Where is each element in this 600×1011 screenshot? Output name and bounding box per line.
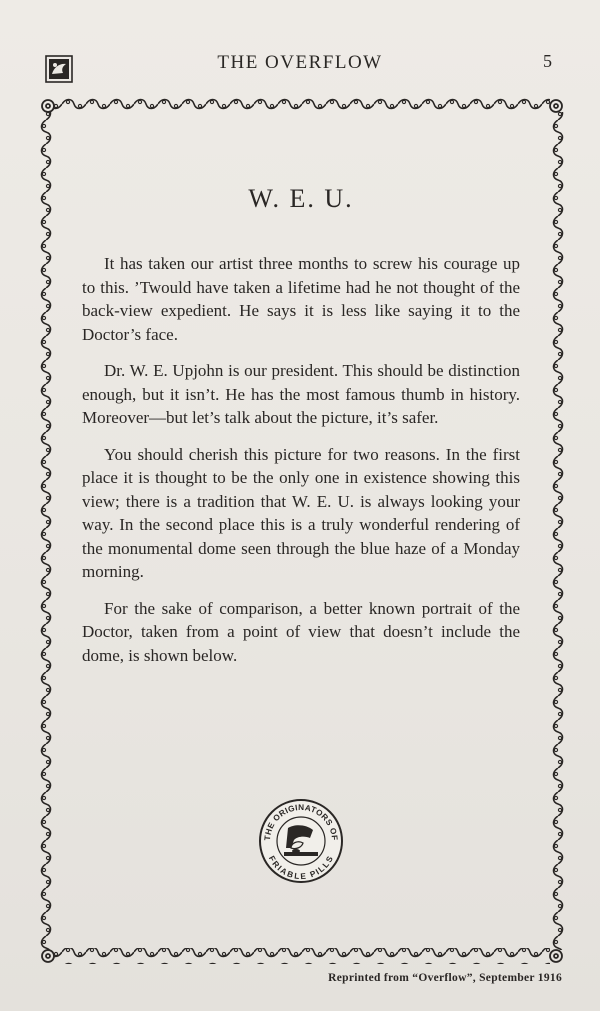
seal-text-bottom: FRIABLE PILLS bbox=[266, 854, 336, 882]
page-number: 5 bbox=[543, 51, 552, 71]
reprint-note: Reprinted from “Overflow”, September 1916 bbox=[328, 972, 562, 984]
article-title: W. E. U. bbox=[248, 184, 354, 213]
seal-text-top: THE ORIGINATORS OF bbox=[262, 802, 340, 841]
paragraph-4: For the sake of comparison, a better known portrait of the Doctor, taken from a point of view that doesn’t include the dome, is shown below. bbox=[82, 598, 520, 665]
originators-seal bbox=[258, 798, 344, 884]
paragraph-2: Dr. W. E. Upjohn is our president. This should be distinction enough, but it isn’t. He has the most famous thumb in history. Moreover—but let’s talk about the picture, it’s safer. bbox=[82, 361, 520, 427]
running-title: THE OVERFLOW bbox=[217, 52, 383, 73]
article bbox=[82, 184, 520, 680]
paragraph-3: You should cherish this picture for two reasons. In the first place it is thought to be the only one in existence showing this view; there is a tradition that W. E. U. is always looking your way. In the second place this is a truly wonderful rendering of the monumental dome seen through the blue haze of a Monday morning. bbox=[82, 444, 520, 581]
paragraph-1: It has taken our artist three months to screw his courage up to this. ’Twould have taken a lifetime had he not thought of the back-view expedient. He says it is less like saying it to the Doctor’s face. bbox=[82, 254, 520, 344]
